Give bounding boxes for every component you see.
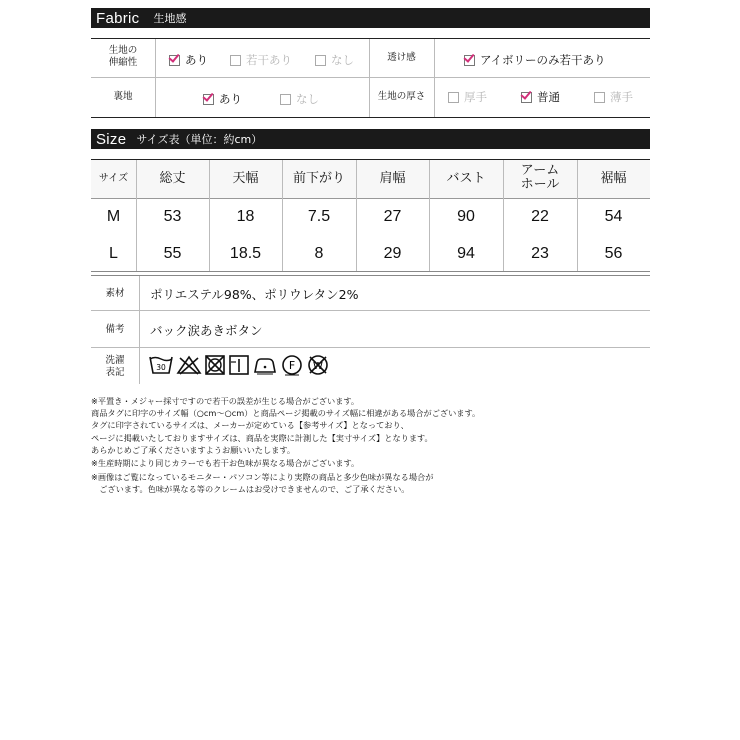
header-neck-width: 天幅 bbox=[232, 171, 259, 186]
svg-text:F: F bbox=[288, 359, 296, 372]
table-cell: 53 bbox=[163, 208, 182, 225]
stretch-option-yes: あり bbox=[169, 52, 208, 68]
table-cell: 90 bbox=[457, 208, 475, 225]
lining-option-no: なし bbox=[280, 91, 319, 107]
header-shoulder: 肩幅 bbox=[379, 171, 406, 186]
table-cell: 94 bbox=[457, 245, 475, 262]
material-value: ポリエステル98%、ポリウレタン2% bbox=[150, 287, 359, 302]
thickness-option-thin: 薄手 bbox=[594, 89, 633, 105]
footnote-line: タグに印字されているサイズは、メーカーが定めている【参考サイズ】となっており、 bbox=[91, 420, 409, 431]
header-size: サイズ bbox=[98, 173, 129, 184]
table-cell: 22 bbox=[531, 208, 549, 225]
notes-label: 備考 bbox=[105, 324, 125, 335]
table-cell: 7.5 bbox=[307, 208, 331, 225]
stretch-label: 生地の 伸縮性 bbox=[108, 45, 138, 68]
table-cell: 18 bbox=[236, 208, 255, 225]
size-label-m: M bbox=[106, 208, 121, 225]
stretch-option-none: なし bbox=[315, 52, 354, 68]
lining-label: 裏地 bbox=[113, 91, 133, 102]
header-hem-width: 裾幅 bbox=[600, 171, 627, 186]
header-front-drop: 前下がり bbox=[292, 171, 345, 186]
header-armhole: アーム ホール bbox=[520, 163, 560, 192]
footnote-line: ございます。色味が異なる等のクレームはお受けできませんので、ご了承ください。 bbox=[91, 484, 410, 495]
footnote-line: ※画像はご覧になっているモニター・パソコン等により実際の商品と多少色味が異なる場合が bbox=[91, 472, 434, 483]
svg-text:30: 30 bbox=[156, 363, 166, 372]
size-title: Size bbox=[96, 130, 127, 148]
thickness-option-thick: 厚手 bbox=[448, 89, 487, 105]
footnotes bbox=[91, 395, 480, 496]
fabric-subtitle: 生地感 bbox=[153, 12, 187, 25]
checkbox-checked-icon bbox=[203, 94, 214, 105]
table-cell: 23 bbox=[531, 245, 549, 262]
notes-value: バック涙あきボタン bbox=[150, 323, 263, 338]
fabric-table bbox=[91, 38, 650, 118]
footnote-line: 商品タグに印字のサイズ幅（○cm〜○cm）と商品ページ掲載のサイズ幅に相違がある場合がございます。 bbox=[91, 408, 481, 419]
size-label-l: L bbox=[109, 245, 118, 262]
size-header-bar bbox=[91, 129, 650, 149]
table-cell: 56 bbox=[604, 245, 623, 262]
checkbox-empty-icon bbox=[280, 94, 291, 105]
checkbox-empty-icon bbox=[448, 92, 459, 103]
checkbox-empty-icon bbox=[315, 55, 326, 66]
no-bleach-icon bbox=[176, 354, 202, 376]
transparency-label: 透け感 bbox=[387, 52, 416, 63]
fabric-header-bar bbox=[91, 8, 650, 28]
footnote-line: ページに掲載いたしておりますサイズは、商品を実際に計測した【実寸サイズ】となります。 bbox=[91, 432, 433, 443]
table-cell: 55 bbox=[163, 245, 182, 262]
lining-option-yes: あり bbox=[203, 91, 242, 107]
table-cell: 8 bbox=[314, 245, 324, 262]
size-subtitle: サイズ表（単位：約cm） bbox=[136, 133, 263, 146]
checkbox-checked-icon bbox=[169, 55, 180, 66]
footnote-line: ※生産時期により同じカラーでも若干お色味が異なる場合がございます。 bbox=[91, 458, 360, 469]
table-cell: 27 bbox=[383, 208, 402, 225]
checkbox-checked-icon bbox=[464, 55, 475, 66]
svg-text:W: W bbox=[313, 361, 323, 372]
footnote-line: あらかじめご了承くださいますようお願いいたします。 bbox=[91, 444, 296, 455]
low-iron-icon bbox=[252, 354, 278, 376]
care-label: 洗濯 表記 bbox=[105, 355, 125, 378]
checkbox-empty-icon bbox=[230, 55, 241, 66]
transparency-value: アイボリーのみ若干あり bbox=[464, 52, 605, 68]
line-dry-icon bbox=[228, 354, 250, 376]
care-symbols bbox=[148, 354, 330, 376]
dry-clean-f-icon bbox=[280, 354, 304, 376]
fabric-title: Fabric bbox=[96, 9, 140, 27]
no-wet-clean-icon bbox=[306, 354, 330, 376]
checkbox-empty-icon bbox=[594, 92, 605, 103]
stretch-option-slight: 若干あり bbox=[230, 52, 292, 68]
table-cell: 18.5 bbox=[229, 245, 262, 262]
material-label: 素材 bbox=[105, 288, 125, 299]
thickness-label: 生地の厚さ bbox=[377, 91, 426, 102]
no-tumble-dry-icon bbox=[204, 354, 226, 376]
thickness-option-normal: 普通 bbox=[521, 89, 560, 105]
footnote-line: ※平置き・メジャー採寸ですので若干の誤差が生じる場合がございます。 bbox=[91, 396, 360, 406]
checkbox-checked-icon bbox=[521, 92, 532, 103]
table-cell: 54 bbox=[604, 208, 623, 225]
wash-30-icon bbox=[148, 354, 174, 376]
info-table bbox=[91, 276, 650, 384]
table-cell: 29 bbox=[383, 245, 402, 262]
header-bust: バスト bbox=[446, 171, 486, 186]
size-table bbox=[91, 159, 650, 272]
header-length: 総丈 bbox=[159, 171, 186, 186]
